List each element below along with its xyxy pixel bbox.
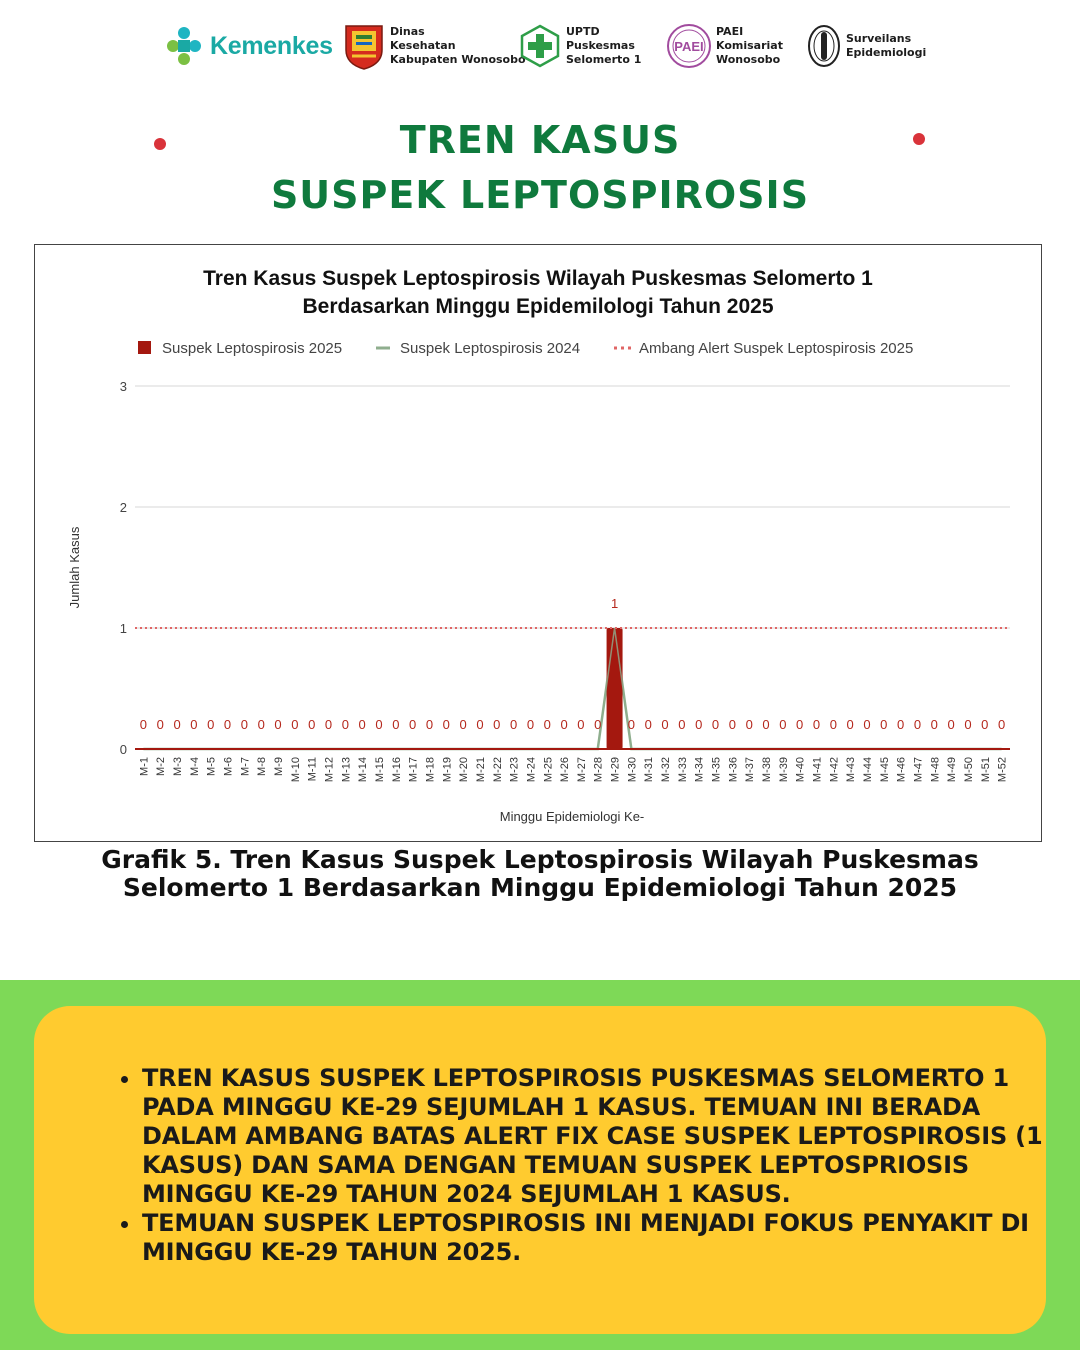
puskesmas-logo — [520, 18, 641, 74]
paei-logo — [666, 18, 783, 74]
puskesmas-cross-icon — [520, 24, 560, 68]
x-tick-label: M-18 — [424, 757, 437, 783]
data-label: 0 — [240, 717, 248, 732]
chart-svg — [35, 245, 1041, 841]
x-tick-label: M-27 — [575, 757, 588, 783]
x-tick-label: M-36 — [727, 757, 740, 783]
data-label: 0 — [223, 717, 232, 732]
paei-emblem-icon — [666, 23, 712, 69]
legend-swatch-2025 — [138, 341, 151, 354]
x-tick-label: M-13 — [340, 757, 353, 783]
x-tick-label: M-34 — [693, 757, 706, 783]
data-label: 0 — [863, 717, 871, 732]
data-label: 0 — [711, 717, 720, 732]
page-title-line2: SUSPEK LEPTOSPIROSIS — [270, 173, 810, 217]
data-label: 0 — [156, 717, 164, 732]
data-label: 0 — [812, 717, 821, 732]
header-logos — [160, 18, 940, 78]
x-tick-label: M-19 — [441, 757, 454, 783]
kemenkes-icon — [164, 26, 204, 66]
x-tick-label: M-35 — [710, 757, 723, 783]
page-title-line1: TREN KASUS — [399, 118, 681, 162]
data-label: 0 — [779, 717, 787, 732]
summary-bullet: • TREN KASUS SUSPEK LEPTOSPIROSIS PUSKESMAS SELOMERTO 1 PADA MINGGU KE-29 SEJUMLAH 1 KASUS. TEMUAN INI BERADA DALAM AMBANG BATAS ALERT FIX CASE SUSPEK LEPTOSPIROSIS (1 KASUS) DAN SAMA DENGAN TEMUAN SUSPEK LEPTOSPRIOSIS MINGGU KE-29 TAHUN 2024 SEJUMLAH 1 KASUS. — [142, 1064, 1062, 1209]
x-tick-label: M-32 — [660, 757, 673, 783]
data-label: 0 — [173, 717, 181, 732]
y-axis-label: Jumlah Kasus — [67, 526, 82, 609]
x-tick-label: M-43 — [845, 757, 858, 783]
x-tick-label: M-20 — [458, 757, 471, 783]
data-label: 0 — [661, 717, 669, 732]
x-tick-label: M-2 — [155, 757, 168, 776]
x-tick-label: M-3 — [172, 757, 185, 776]
surveilans-label: Surveilans Epidemiologi — [846, 32, 927, 59]
x-tick-label: M-52 — [996, 757, 1009, 783]
data-label: 0 — [425, 717, 434, 732]
chart-caption-line1: Grafik 5. Tren Kasus Suspek Leptospirosis Wilayah Puskesmas — [101, 845, 979, 874]
data-label: 1 — [610, 596, 619, 611]
data-label: 0 — [964, 717, 972, 732]
x-tick-label: M-48 — [929, 757, 942, 783]
data-label: 0 — [442, 717, 450, 732]
y-tick-label: 0 — [119, 742, 127, 757]
x-tick-label: M-10 — [289, 757, 302, 783]
x-tick-label: M-26 — [559, 757, 572, 783]
x-tick-label: M-4 — [188, 757, 201, 776]
paei-label: PAEI Komisariat Wonosobo — [716, 25, 783, 66]
x-tick-label: M-46 — [895, 757, 908, 783]
chart-title: Tren Kasus Suspek Leptospirosis Wilayah Puskesmas Selomerto 1 — [203, 267, 873, 290]
data-label: 0 — [459, 717, 467, 732]
data-label: 0 — [880, 717, 888, 732]
data-label: 0 — [409, 717, 417, 732]
paei-emblem-text: PAEI — [674, 39, 704, 54]
x-tick-label: M-17 — [407, 757, 420, 783]
data-label: 0 — [341, 717, 349, 732]
x-tick-label: M-38 — [761, 757, 774, 783]
dinas-kesehatan-label: Dinas Kesehatan Kabupaten Wonosobo — [390, 25, 526, 66]
surveilans-emblem-icon — [806, 23, 842, 69]
data-label: 0 — [678, 717, 686, 732]
series-line-2024-overlay — [143, 628, 1001, 749]
data-label: 0 — [509, 717, 518, 732]
x-tick-label: M-21 — [474, 757, 487, 783]
data-label: 0 — [324, 717, 333, 732]
data-label: 0 — [846, 717, 854, 732]
data-label: 0 — [745, 717, 753, 732]
summary-bullet: • TEMUAN SUSPEK LEPTOSPIROSIS INI MENJADI FOKUS PENYAKIT DI MINGGU KE-29 TAHUN 2025. — [142, 1209, 1062, 1267]
x-tick-label: M-28 — [592, 757, 605, 783]
data-label: 0 — [526, 717, 535, 732]
data-label: 0 — [375, 717, 383, 732]
chart-container — [34, 244, 1042, 842]
x-tick-label: M-51 — [979, 757, 992, 783]
data-label: 0 — [476, 717, 484, 732]
x-tick-label: M-24 — [525, 757, 538, 783]
y-tick-label: 1 — [119, 621, 127, 636]
x-tick-label: M-39 — [777, 757, 790, 783]
legend-label-2024: Suspek Leptospirosis 2024 — [400, 340, 581, 357]
x-tick-label: M-6 — [222, 757, 235, 776]
x-tick-label: M-31 — [643, 757, 656, 783]
data-label: 0 — [947, 717, 955, 732]
x-tick-label: M-30 — [626, 757, 639, 783]
data-label: 0 — [190, 717, 198, 732]
legend-label-alert: Ambang Alert Suspek Leptospirosis 2025 — [639, 340, 914, 357]
data-label: 0 — [913, 717, 922, 732]
dinas-kesehatan-logo — [342, 18, 526, 74]
y-tick-label: 3 — [119, 379, 127, 394]
data-label: 0 — [981, 717, 989, 732]
x-tick-label: M-7 — [239, 757, 252, 776]
data-label: 0 — [274, 717, 282, 732]
surveilans-logo — [806, 18, 926, 74]
x-tick-label: M-33 — [676, 757, 689, 783]
x-tick-label: M-37 — [744, 757, 757, 783]
x-tick-label: M-23 — [508, 757, 521, 783]
data-label: 0 — [829, 717, 837, 732]
x-tick-label: M-22 — [491, 757, 504, 783]
data-label: 0 — [695, 717, 703, 732]
data-label: 0 — [358, 717, 366, 732]
x-tick-label: M-12 — [323, 757, 336, 783]
x-axis-label: Minggu Epidemiologi Ke- — [499, 809, 645, 824]
x-tick-label: M-47 — [912, 757, 925, 783]
kemenkes-label: Kemenkes — [210, 31, 333, 60]
legend-label-2025: Suspek Leptospirosis 2025 — [162, 340, 343, 357]
data-label: 0 — [493, 717, 501, 732]
puskesmas-label: UPTD Puskesmas Selomerto 1 — [566, 25, 642, 66]
data-label: 0 — [627, 717, 636, 732]
data-label: 0 — [139, 717, 148, 732]
x-tick-label: M-8 — [256, 757, 269, 776]
x-tick-label: M-11 — [306, 757, 319, 782]
data-label: 0 — [543, 717, 551, 732]
x-tick-label: M-9 — [273, 757, 286, 776]
chart-caption-line2: Selomerto 1 Berdasarkan Minggu Epidemiologi Tahun 2025 — [122, 873, 958, 902]
x-tick-label: M-42 — [828, 757, 841, 783]
x-tick-label: M-15 — [373, 757, 386, 783]
data-label: 0 — [796, 717, 804, 732]
bar-2025 — [607, 628, 623, 749]
chart-subtitle: Berdasarkan Minggu Epidemilologi Tahun 2025 — [302, 295, 774, 318]
x-tick-label: M-45 — [878, 757, 891, 783]
x-tick-label: M-5 — [205, 757, 218, 776]
summary-card — [34, 1006, 1046, 1334]
x-tick-label: M-50 — [962, 757, 975, 783]
data-label: 0 — [594, 717, 602, 732]
wonosobo-crest-icon — [342, 22, 386, 70]
y-tick-label: 2 — [119, 500, 127, 515]
summary-list — [106, 1064, 1062, 1267]
data-label: 0 — [257, 717, 265, 732]
data-label: 0 — [560, 717, 568, 732]
x-tick-label: M-25 — [542, 757, 555, 783]
data-label: 0 — [291, 717, 299, 732]
x-tick-label: M-16 — [390, 757, 403, 783]
data-label: 0 — [577, 717, 585, 732]
x-tick-label: M-29 — [609, 757, 622, 783]
data-label: 0 — [997, 717, 1006, 732]
data-label: 0 — [392, 717, 400, 732]
x-tick-label: M-14 — [357, 757, 370, 783]
kemenkes-logo — [164, 18, 333, 74]
data-label: 0 — [207, 717, 215, 732]
data-label: 0 — [762, 717, 770, 732]
data-label: 0 — [930, 717, 938, 732]
series-line-2024 — [143, 628, 1001, 749]
x-tick-label: M-49 — [946, 757, 959, 783]
data-label: 0 — [644, 717, 652, 732]
data-label: 0 — [897, 717, 905, 732]
x-tick-label: M-41 — [811, 757, 824, 783]
x-tick-label: M-1 — [138, 757, 151, 776]
x-tick-label: M-44 — [861, 757, 874, 783]
x-tick-label: M-40 — [794, 757, 807, 783]
data-label: 0 — [308, 717, 316, 732]
data-label: 0 — [728, 717, 736, 732]
